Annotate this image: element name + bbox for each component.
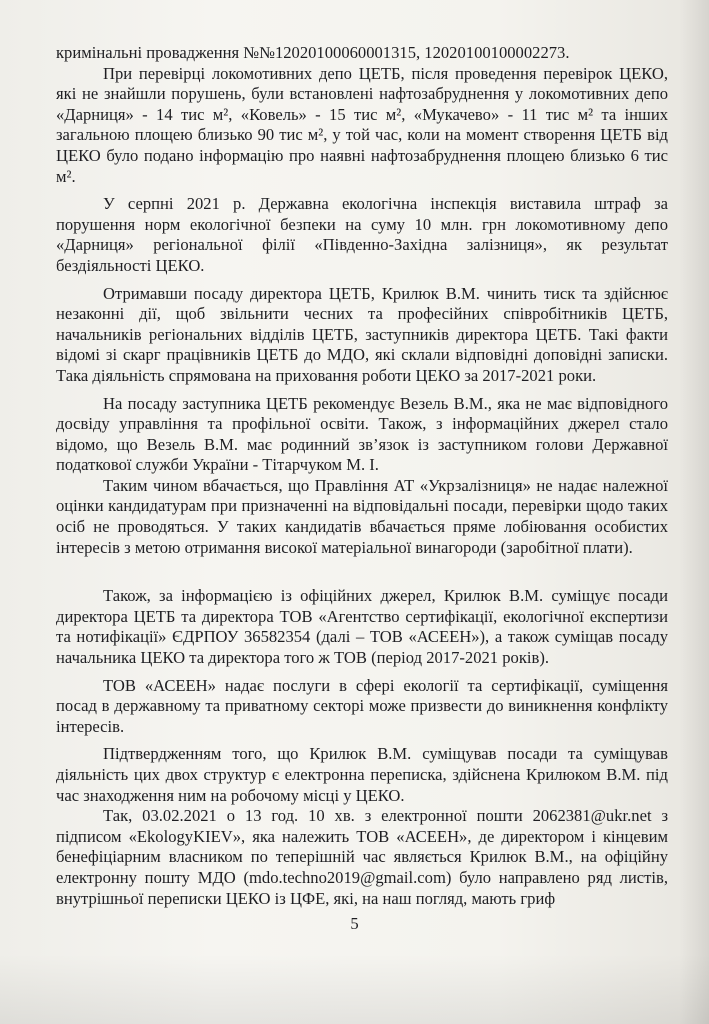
paragraph-correspondence: Підтвердженням того, що Крилюк В.М. суміщував посади та суміщував діяльність цих двох структур є електронна переписка, здійснена Крилюком В.М. під час знаходження ним на робочому місці у ЦЕКО.	[56, 744, 668, 805]
paragraph-combined-positions: Також, за інформацією із офіційних джерел, Крилюк В.М. суміщує посади директора ЦЕТБ та директора ТОВ «Агентство сертифікації, екологічної експертизи та нотифікації» ЄДРПОУ 36582354 (далі – ТОВ «АСЕЕН»), а також суміщав посаду начальника ЦЕКО та директора того ж ТОВ (період 2017-2021 років).	[56, 586, 668, 668]
paragraph-deputy: На посаду заступника ЦЕТБ рекомендує Везель В.М., яка не має відповідного досвіду управління та профільної освіти. Також, з інформаційних джерел стало відомо, що Везель В.М. має родинний зв’язок із заступником голови Державної податкової служби України - Тітарчуком М. І.	[56, 393, 668, 475]
page-number: 5	[350, 914, 359, 933]
paragraph-criminal-cases: кримінальні провадження №№12020100060001315, 12020100100002273.	[56, 43, 570, 62]
paragraph-pressure: Отримавши посаду директора ЦЕТБ, Крилюк В.М. чинить тиск та здійснює незаконні дії, щоб звільнити чесних та професійних співробітників ЦЕТБ, начальників регіональних відділів ЦЕТБ, заступників директора ЦЕТБ. Такі факти відомі зі скарг працівників ЦЕТБ до МДО, які склали відповідні доповідні записки. Така діяльність спрямована на приховання роботи ЦЕКО за 2017-2021 роки.	[56, 283, 668, 385]
paragraph-oil-pollution: При перевірці локомотивних депо ЦЕТБ, після проведення перевірок ЦЕКО, які не знайшли порушень, були встановлені нафтозабруднення у локомотивних депо «Дарниця» - 14 тис м², «Ковель» - 15 тис м², «Мукачево» - 11 тис м² та інших загальною площею близько 90 тис м², у той час, коли на момент створення ЦЕТБ від ЦЕКО було подано інформацію про наявні нафтозабруднення площею близько 6 тис м².	[56, 63, 668, 186]
paragraph-email: Так, 03.02.2021 о 13 год. 10 хв. з електронної пошти 2062381@ukr.net з підписом «EkologyKIEV», яка належить ТОВ «АСЕЕН», де директором і кінцевим бенефіціарним власником по теперішній час являється Крилюк В.М., на офіційну електронну пошту МДО (mdo.techno2019@gmail.com) було направлено ряд листів, внутрішньої переписки ЦЕКО із ЦФЕ, які, на наш погляд, мають гриф	[56, 806, 668, 908]
page-edge-shadow	[679, 0, 709, 1024]
page-bottom-shade	[0, 954, 709, 1024]
paragraph-fine: У серпні 2021 р. Державна екологічна інспекція виставила штраф за порушення норм екологічної безпеки на суму 10 млн. грн локомотивному депо «Дарниця» регіональної філії «Південно-Західна залізниця», як результат бездіяльності ЦЕКО.	[56, 194, 668, 275]
paragraph-board: Таким чином вбачається, що Правління АТ «Укрзалізниця» не надає належної оцінки кандидатурам при призначенні на відповідальні посади, перевірки щодо таких осіб не проводяться. У таких кандидатів вбачається пряме лобіювання особистих інтересів з метою отримання високої матеріальної винагороди (заробітної плати).	[56, 475, 668, 557]
document-body	[56, 43, 668, 909]
paragraph-conflict-of-interest: ТОВ «АСЕЕН» надає послуги в сфері екології та сертифікації, суміщення посад в державному та приватному секторі може призвести до виникнення конфлікту інтересів.	[56, 675, 668, 736]
